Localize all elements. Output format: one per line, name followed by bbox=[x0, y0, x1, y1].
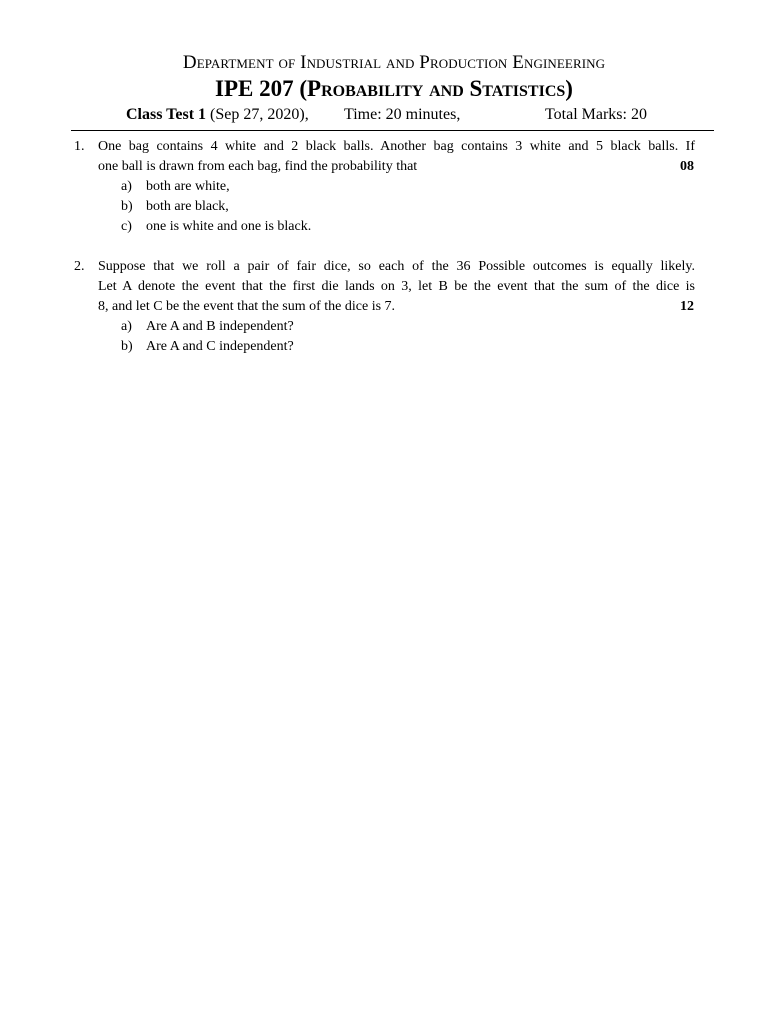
sub-question-label: a) bbox=[121, 319, 132, 334]
test-time: Time: 20 minutes, bbox=[344, 106, 461, 123]
sub-question-text: both are white, bbox=[146, 179, 230, 194]
question-text-line: One bag contains 4 white and 2 black balls. Another bag contains 3 white and 5 black balls. If bbox=[98, 139, 695, 154]
test-date: (Sep 27, 2020), bbox=[210, 106, 309, 123]
sub-question-label: b) bbox=[121, 199, 133, 214]
course-title: IPE 207 (Probability and Statistics) bbox=[215, 76, 573, 101]
sub-question-label: b) bbox=[121, 339, 133, 354]
sub-question-text: both are black, bbox=[146, 199, 229, 214]
sub-question-text: Are A and B independent? bbox=[146, 319, 294, 334]
question-number: 2. bbox=[74, 259, 85, 274]
total-marks: Total Marks: 20 bbox=[545, 106, 647, 123]
department-heading: Department of Industrial and Production Engineering bbox=[182, 52, 606, 73]
header-divider bbox=[71, 130, 714, 131]
sub-question-text: one is white and one is black. bbox=[146, 219, 312, 234]
question-text-line: one ball is drawn from each bag, find the probability that bbox=[98, 159, 418, 174]
test-label: Class Test 1 bbox=[126, 106, 207, 123]
test-label-and-date bbox=[126, 106, 309, 124]
question-marks: 08 bbox=[680, 159, 694, 174]
sub-question-label: a) bbox=[121, 179, 132, 194]
question-text-line: Let A denote the event that the first die lands on 3, let B be the event that the sum of the dice is bbox=[98, 279, 695, 294]
question-marks: 12 bbox=[680, 299, 694, 314]
question-text-line: 8, and let C be the event that the sum of the dice is 7. bbox=[98, 299, 396, 314]
question-text-line: Suppose that we roll a pair of fair dice, so each of the 36 Possible outcomes is equally likely. bbox=[98, 259, 695, 274]
sub-question-text: Are A and C independent? bbox=[146, 339, 294, 354]
question-number: 1. bbox=[74, 139, 85, 154]
sub-question-label: c) bbox=[121, 219, 132, 234]
